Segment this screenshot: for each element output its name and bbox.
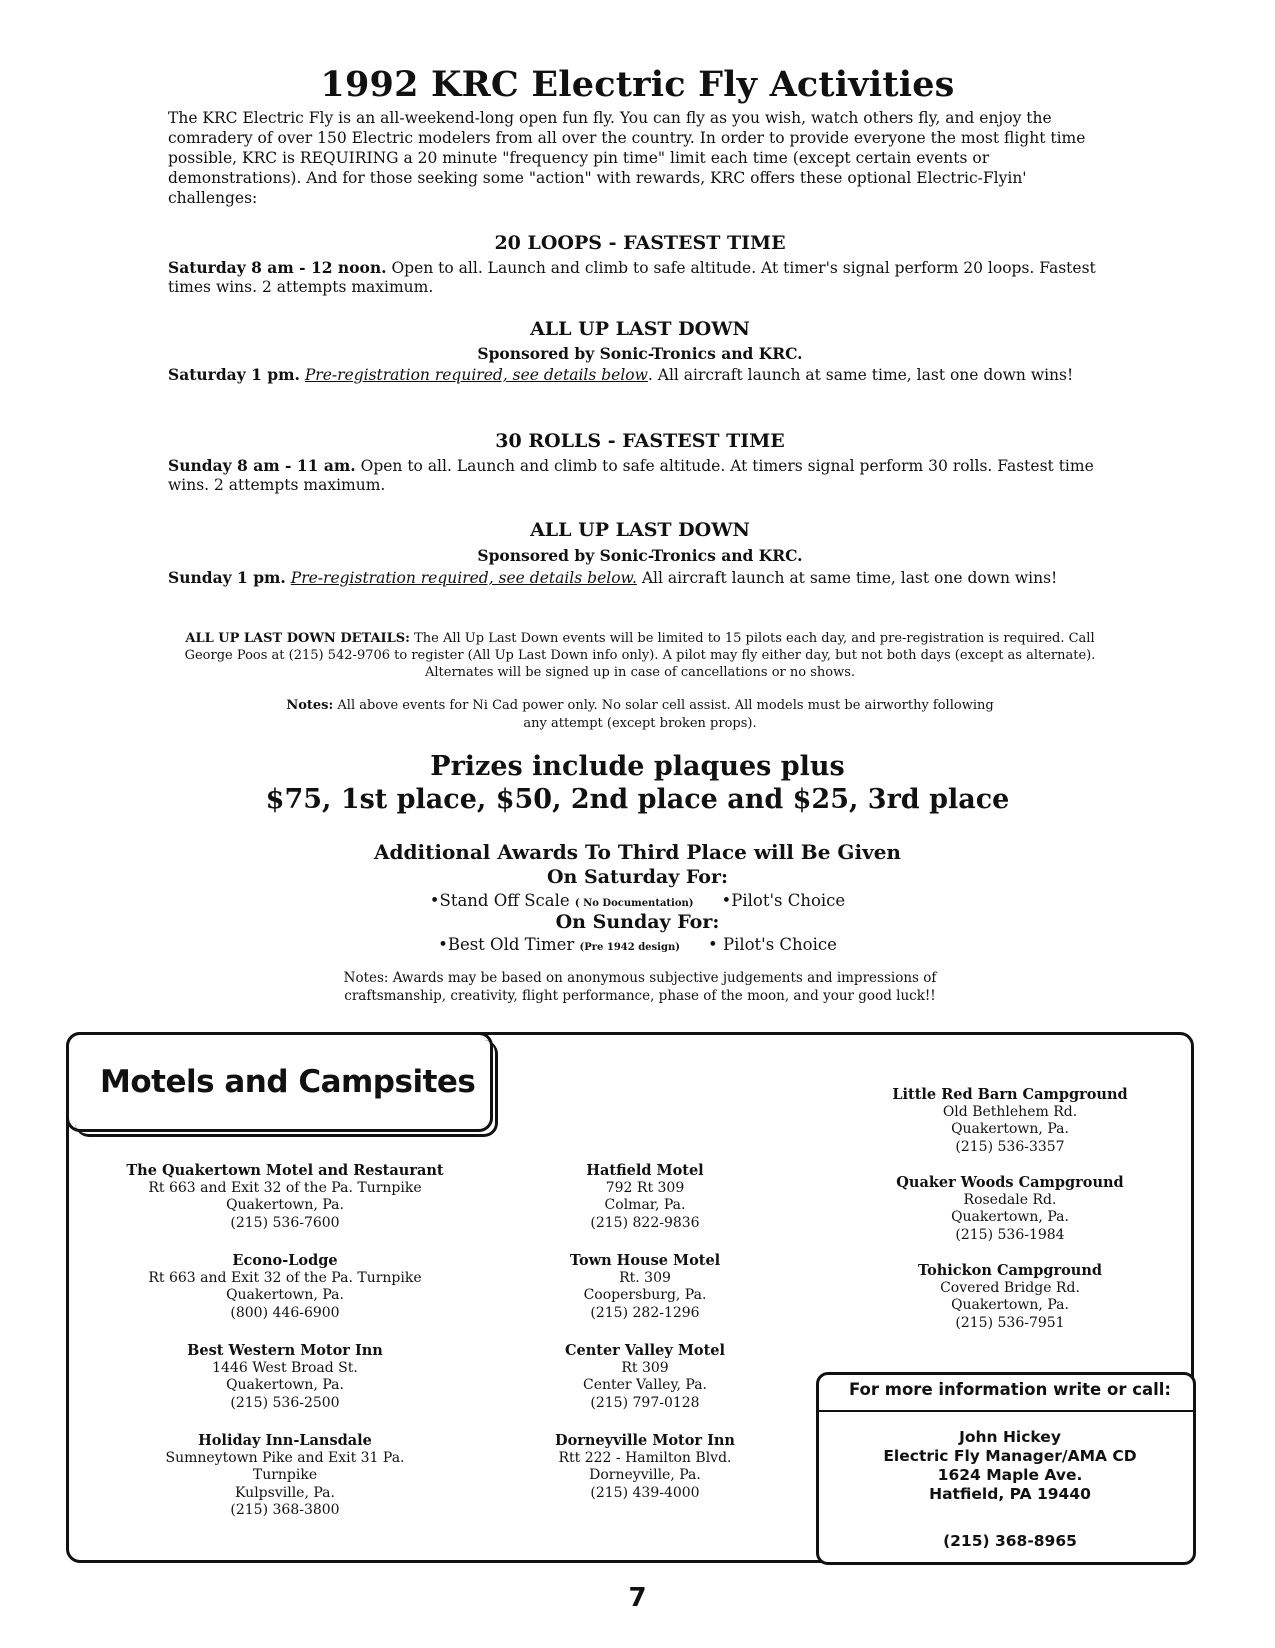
listing-line: Quakertown, Pa.: [226, 1287, 344, 1303]
listing-entry: [480, 1342, 810, 1412]
listing-line: Turnpike: [252, 1467, 318, 1483]
event-time: Sunday 1 pm.: [168, 568, 286, 587]
info-contact: [830, 1428, 1190, 1504]
event-time: Saturday 8 am - 12 noon.: [168, 258, 387, 277]
page-number: 7: [628, 1583, 647, 1613]
listing-line: (215) 536-3357: [955, 1138, 1065, 1155]
listing-line: (215) 368-3800: [230, 1502, 340, 1518]
listing-name: Quaker Woods Campground: [896, 1174, 1124, 1191]
listing-line: (215) 536-1984: [955, 1226, 1065, 1243]
saturday-awards: [0, 891, 1275, 910]
event-notes: [280, 697, 1000, 733]
listing-entry: [120, 1342, 450, 1412]
motels-title: Motels and Campsites: [100, 1064, 476, 1100]
listing-line: 1446 West Broad St.: [212, 1359, 358, 1376]
event-heading-all-up-sun: ALL UP LAST DOWN: [530, 519, 750, 541]
listing-line: Sumneytown Pike and Exit 31 Pa.: [165, 1449, 405, 1466]
listing-entry: [480, 1432, 810, 1502]
listing-line: (215) 536-7600: [230, 1214, 340, 1231]
listing-line: Old Bethlehem Rd.: [942, 1103, 1078, 1120]
listing-entry: [850, 1174, 1170, 1244]
award-note: (Pre 1942 design): [579, 942, 680, 953]
contact-line: Electric Fly Manager/AMA CD: [883, 1447, 1137, 1465]
listing-line: Quakertown, Pa.: [951, 1297, 1069, 1313]
listing-name: Hatfield Motel: [586, 1162, 704, 1179]
info-heading: For more information write or call:: [848, 1380, 1172, 1399]
listing-line: Rtt 222 - Hamilton Blvd.: [558, 1449, 732, 1466]
event-text: All aircraft launch at same time, last one down wins!: [636, 569, 1058, 587]
listing-name: Econo-Lodge: [232, 1252, 338, 1269]
contact-line: 1624 Maple Ave.: [937, 1466, 1083, 1484]
event-time: Saturday 1 pm.: [168, 365, 300, 384]
listing-line: (215) 822-9836: [590, 1214, 700, 1231]
event-text: . All aircraft launch at same time, last one down wins!: [647, 366, 1074, 384]
info-divider: [816, 1410, 1196, 1412]
event-heading-rolls: 30 ROLLS - FASTEST TIME: [495, 430, 785, 452]
listing-line: Rt 663 and Exit 32 of the Pa. Turnpike: [148, 1179, 422, 1196]
award-item: • Pilot's Choice: [707, 935, 837, 954]
prizes-line2: $75, 1st place, $50, 2nd place and $25, 3rd place: [265, 784, 1010, 815]
event-sponsor: Sponsored by Sonic-Tronics and KRC.: [477, 546, 803, 565]
motels-column-2: [480, 1162, 810, 1522]
contact-line: John Hickey: [959, 1428, 1061, 1446]
event-text: Open to all. Launch and climb to safe altitude. At timers signal perform 30 rolls. Fastest time wins. 2 attempts maximum.: [168, 457, 1094, 494]
event-sponsor: Sponsored by Sonic-Tronics and KRC.: [477, 344, 803, 363]
listing-entry: [850, 1262, 1170, 1332]
notes-text: All above events for Ni Cad power only. No solar cell assist. All models must be airworthy following any attempt (except broken props).: [333, 698, 994, 731]
listing-line: Quakertown, Pa.: [951, 1121, 1069, 1137]
awards-notes: Notes: Awards may be based on anonymous subjective judgements and impressions of craftsmanship, creativity, flight performance, phase of the moon, and your good luck!!: [343, 970, 937, 1004]
event-body-loops: [168, 258, 1108, 297]
sunday-awards: [0, 935, 1275, 954]
listing-name: Tohickon Campground: [917, 1262, 1103, 1279]
listing-line: Coopersburg, Pa.: [583, 1287, 707, 1303]
listing-line: Quakertown, Pa.: [226, 1377, 344, 1393]
listing-line: Center Valley, Pa.: [582, 1377, 708, 1393]
listing-name: Holiday Inn-Lansdale: [198, 1432, 372, 1449]
listing-name: Little Red Barn Campground: [892, 1086, 1128, 1103]
event-body-all-up-sat: [168, 365, 1108, 385]
event-time: Sunday 8 am - 11 am.: [168, 456, 356, 475]
contact-line: Hatfield, PA 19440: [929, 1485, 1091, 1503]
award-item: •Best Old Timer: [438, 935, 575, 954]
listing-name: Town House Motel: [569, 1252, 721, 1269]
listing-line: Kulpsville, Pa.: [235, 1484, 335, 1501]
listing-line: 792 Rt 309: [605, 1179, 685, 1196]
details-label: ALL UP LAST DOWN DETAILS:: [185, 631, 410, 646]
listing-entry: [850, 1086, 1170, 1156]
notes-label: Notes:: [286, 698, 334, 713]
listing-name: Best Western Motor Inn: [187, 1342, 383, 1359]
listing-line: (215) 536-7951: [955, 1314, 1065, 1331]
listing-entry: [480, 1252, 810, 1322]
pre-registration-link: Pre-registration required, see details below.: [290, 569, 637, 587]
listing-line: Quakertown, Pa.: [226, 1197, 344, 1213]
listing-line: Rt. 309: [619, 1269, 671, 1286]
listing-name: Dorneyville Motor Inn: [555, 1432, 735, 1449]
page-title: 1992 KRC Electric Fly Activities: [320, 64, 955, 105]
event-heading-loops: 20 LOOPS - FASTEST TIME: [494, 232, 786, 254]
listing-line: Quakertown, Pa.: [951, 1209, 1069, 1225]
award-item: •Pilot's Choice: [721, 891, 846, 910]
event-heading-all-up-sat: ALL UP LAST DOWN: [530, 318, 750, 340]
listing-line: Colmar, Pa.: [604, 1197, 686, 1213]
event-body-rolls: [168, 456, 1108, 495]
event-body-all-up-sun: [168, 568, 1108, 588]
listing-line: Rt 309: [621, 1359, 669, 1376]
listing-line: (215) 536-2500: [230, 1394, 340, 1411]
listing-line: Rosedale Rd.: [963, 1191, 1057, 1208]
pre-registration-link: Pre-registration required, see details below: [304, 366, 648, 384]
listing-entry: [480, 1162, 810, 1232]
prizes-line1: Prizes include plaques plus: [430, 751, 845, 782]
details-text: The All Up Last Down events will be limited to 15 pilots each day, and pre-registration is required. Call George Poos at (215) 542-9706 to register (All Up Last Down info only). A pilot may fly either day, but not both days (except as alternate). Alternates will be signed up in case of cancellations or no shows.: [184, 631, 1096, 680]
listing-line: (800) 446-6900: [230, 1304, 340, 1321]
info-phone: (215) 368-8965: [943, 1532, 1077, 1550]
all-up-details: [180, 630, 1100, 681]
listing-entry: [120, 1252, 450, 1322]
listing-line: (215) 282-1296: [590, 1304, 700, 1321]
motels-column-1: [120, 1162, 450, 1540]
listing-line: Dorneyville, Pa.: [589, 1467, 701, 1483]
sunday-label: On Sunday For:: [555, 911, 720, 933]
awards-heading: Additional Awards To Third Place will Be Given: [374, 840, 901, 864]
prizes: [0, 750, 1275, 816]
listing-entry: [120, 1432, 450, 1520]
campgrounds-column: [850, 1086, 1170, 1350]
listing-entry: [120, 1162, 450, 1232]
listing-line: Covered Bridge Rd.: [940, 1279, 1080, 1296]
listing-name: Center Valley Motel: [564, 1342, 726, 1359]
saturday-label: On Saturday For:: [546, 866, 728, 888]
listing-line: Rt 663 and Exit 32 of the Pa. Turnpike: [148, 1269, 422, 1286]
intro-paragraph: The KRC Electric Fly is an all-weekend-long open fun fly. You can fly as you wish, watch others fly, and enjoy the comradery of over 150 Electric modelers from all over the country. In order to provide everyone the most flight time possible, KRC is REQUIRING a 20 minute "frequency pin time" limit each time (except certain events or demonstrations). And for those seeking some "action" with rewards, KRC offers these optional Electric-Flyin' challenges:: [168, 109, 1086, 207]
event-text: Open to all. Launch and climb to safe altitude. At timer's signal perform 20 loops. Fastest times wins. 2 attempts maximum.: [168, 259, 1096, 296]
award-note: ( No Documentation): [574, 898, 694, 909]
listing-line: (215) 797-0128: [590, 1394, 700, 1411]
listing-name: The Quakertown Motel and Restaurant: [126, 1162, 444, 1179]
award-item: •Stand Off Scale: [429, 891, 570, 910]
listing-line: (215) 439-4000: [590, 1484, 700, 1501]
